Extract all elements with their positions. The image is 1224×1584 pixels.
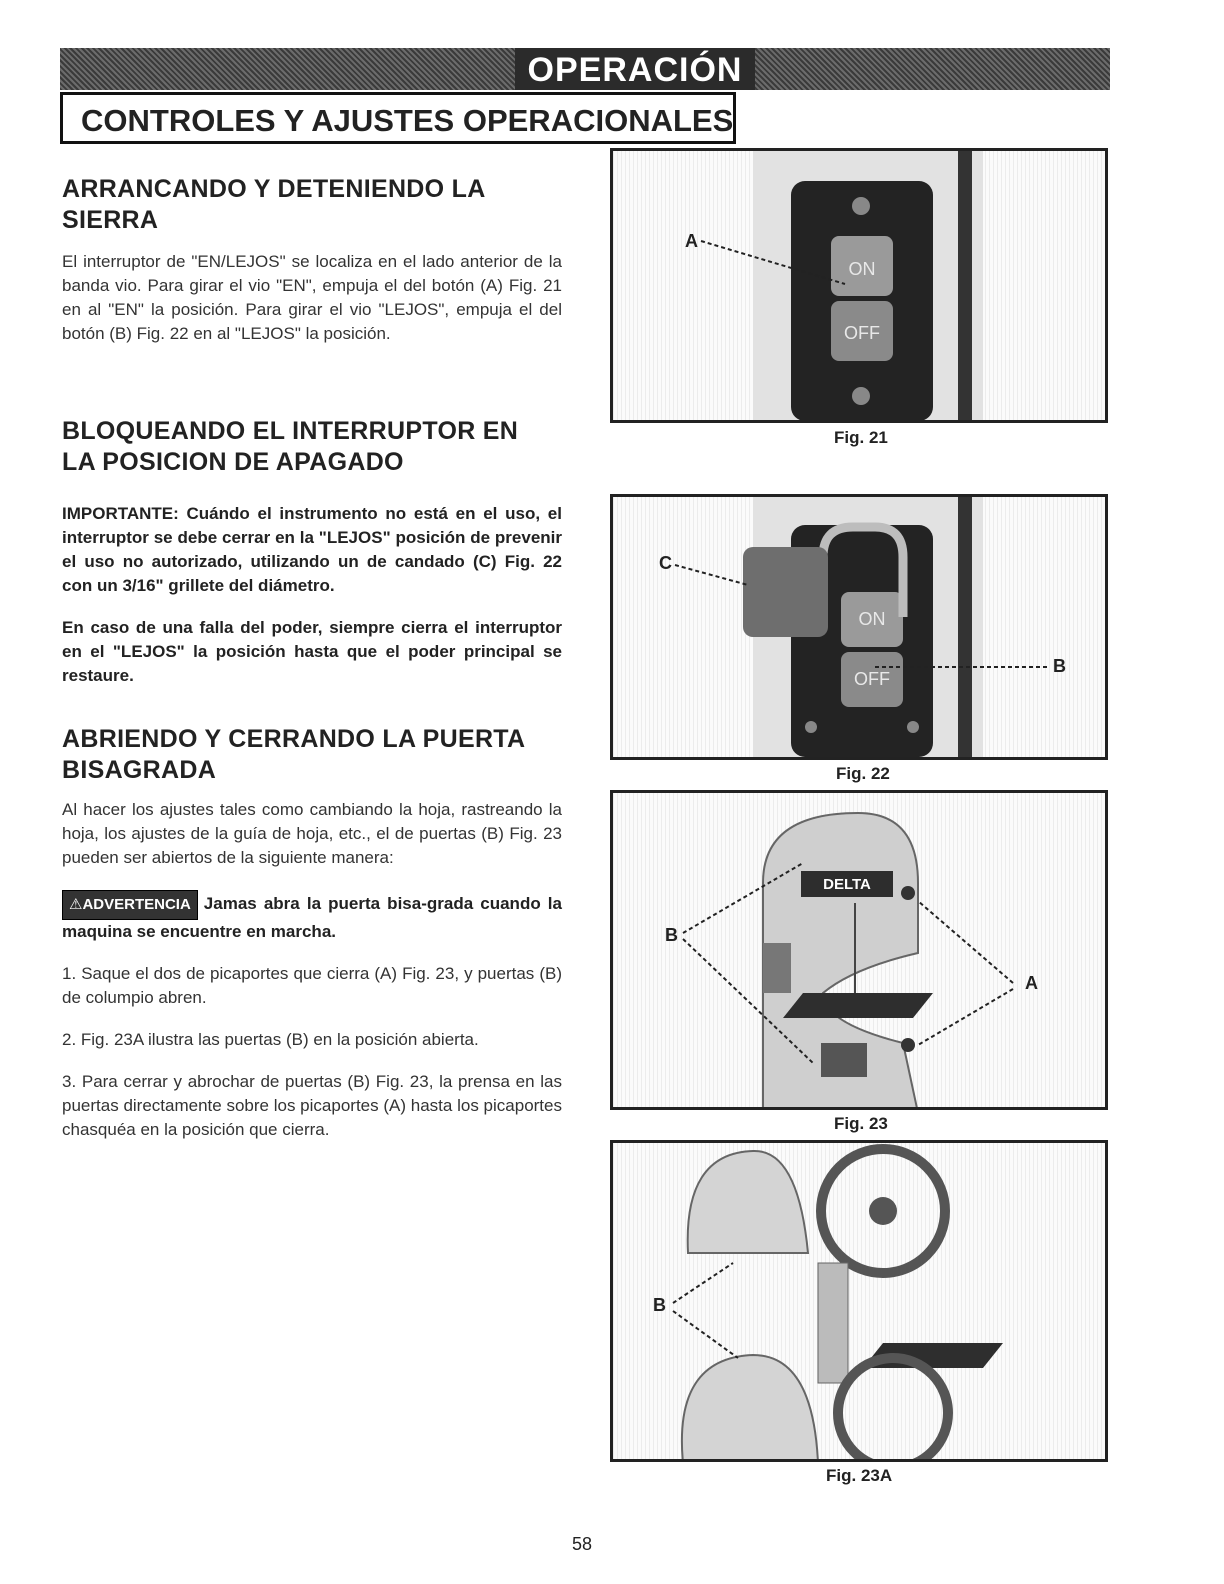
door-step-2: 2. Fig. 23A ilustra las puertas (B) en la posición abierta.	[62, 1030, 479, 1049]
callout-b: B	[653, 1295, 666, 1315]
off-label: OFF	[854, 669, 890, 689]
warning-badge: ⚠ADVERTENCIA	[62, 890, 198, 920]
screw-icon	[852, 197, 870, 215]
callout-b: B	[665, 925, 678, 945]
door-step-3: 3. Para cerrar y abrochar de puertas (B) Fig. 23, la prensa en las puertas directamente sobre los picaportes (A) hasta los picaportes chasquéa en la posición que cierra.	[62, 1072, 562, 1139]
callout-c-leader	[675, 565, 748, 585]
door-step-1: 1. Saque el dos de picaportes que cierra (A) Fig. 23, y puertas (B) de columpio abren.	[62, 964, 562, 1007]
off-label: OFF	[844, 323, 880, 343]
lower-door	[682, 1355, 818, 1462]
panel-edge	[958, 497, 972, 760]
saw-column	[818, 1263, 848, 1383]
door-heading: ABRIENDO Y CERRANDO LA PUERTA BISAGRADA	[62, 725, 525, 784]
switch-box	[763, 943, 791, 993]
callout-b-leader	[673, 1263, 733, 1303]
locking-power-failure: En caso de una falla del poder, siempre cierra el interruptor en el "LEJOS" la posición hasta que el poder principal se restaure.	[62, 618, 562, 685]
callout-a-leader	[918, 989, 1013, 1045]
screw-icon	[907, 721, 919, 733]
padlock-illustration	[613, 497, 1108, 760]
brand-label: DELTA	[823, 876, 871, 893]
callout-b: B	[1053, 656, 1066, 676]
door-section	[62, 724, 562, 1142]
latch-icon	[901, 1038, 915, 1052]
callout-a: A	[685, 231, 698, 251]
figure-22-padlock	[610, 494, 1108, 760]
wheel-hub	[869, 1197, 897, 1225]
lower-wheel	[838, 1358, 948, 1462]
upper-door	[688, 1151, 808, 1253]
on-label: ON	[848, 259, 876, 279]
figure-23a-bandsaw-open	[610, 1140, 1108, 1462]
locking-section	[62, 416, 562, 688]
fig-23a-caption: Fig. 23A	[826, 1466, 893, 1485]
section-title: CONTROLES Y AJUSTES OPERACIONALES	[81, 103, 734, 138]
screw-icon	[805, 721, 817, 733]
operation-banner	[60, 48, 1110, 90]
panel-edge	[958, 151, 972, 423]
callout-c: C	[659, 553, 672, 573]
callout-a: A	[1025, 973, 1038, 993]
callout-b-leader	[673, 1311, 738, 1358]
locking-important: IMPORTANTE: Cuándo el instrumento no está en el uso, el interruptor se debe cerrar en la "LEJOS" posición de prevenir el uso no autorizado, utilizando un de candado (C) Fig. 22 con un 3/16" grillete del diámetro.	[62, 504, 562, 595]
start-stop-heading: ARRANCANDO Y DETENIENDO LA SIERRA	[62, 175, 485, 234]
start-stop-section	[62, 174, 562, 346]
callout-a-leader	[918, 901, 1013, 983]
screw-icon	[852, 387, 870, 405]
fig-22-caption: Fig. 22	[836, 764, 890, 783]
figure-23-bandsaw-closed	[610, 790, 1108, 1110]
bandsaw-closed-illustration	[613, 793, 1108, 1110]
door-intro: Al hacer los ajustes tales como cambiando la hoja, rastreando la hoja, los ajustes de la guía de hoja, etc., el de puertas (B) Fig. 23 pueden ser abiertos de la siguiente manera:	[62, 800, 562, 867]
saw-table	[783, 993, 933, 1018]
section-title-box	[60, 92, 736, 144]
locking-heading: BLOQUEANDO EL INTERRUPTOR EN LA POSICION DE APAGADO	[62, 417, 519, 476]
warning-text: Jamas abra la puerta bisa-grada cuando la maquina se encuentre en marcha.	[62, 894, 562, 941]
page-number: 58	[572, 1534, 593, 1554]
bandsaw-open-illustration	[613, 1143, 1108, 1462]
start-stop-body: El interruptor de "EN/LEJOS" se localiza en el lado anterior de la banda vio. Para girar el vio "EN", empuja el del botón (A) Fig. 21 en al "EN" la posición. Para girar el vio "LEJOS", empuja el del botón (B) Fig. 22 en al "LEJOS" la posición.	[62, 252, 562, 343]
banner-title: OPERACIÓN	[515, 48, 755, 90]
latch-icon	[901, 886, 915, 900]
padlock-body	[743, 547, 828, 637]
label-plate	[821, 1043, 867, 1077]
fig-23-caption: Fig. 23	[834, 1114, 888, 1133]
figure-21-switch	[610, 148, 1108, 423]
on-label: ON	[858, 609, 886, 629]
fig-21-caption: Fig. 21	[834, 428, 888, 447]
switch-illustration	[613, 151, 1108, 423]
